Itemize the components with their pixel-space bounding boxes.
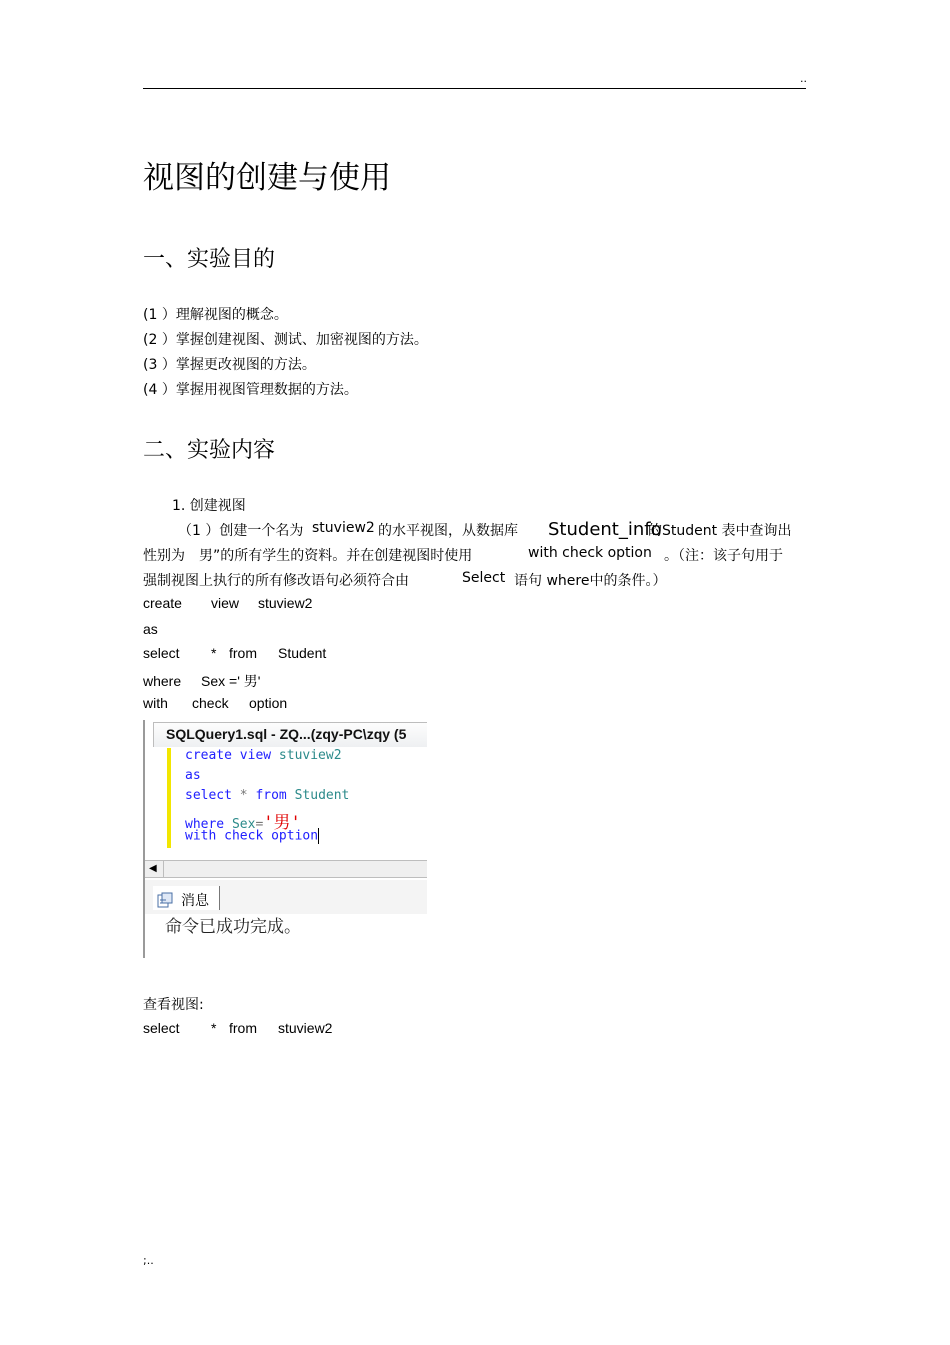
- code-token: from: [229, 645, 257, 661]
- section2-heading: 二、实验内容: [143, 438, 276, 463]
- header-mark: ..: [800, 72, 807, 85]
- view-code-line: [143, 1020, 332, 1036]
- footer-mark: ;..: [143, 1254, 154, 1267]
- subsection-title: 1. 创建视图: [172, 498, 246, 514]
- editor-identifier: Student: [294, 788, 350, 803]
- editor-keyword: with check option: [185, 828, 319, 844]
- messages-tab-label: 消息: [181, 893, 209, 909]
- editor-keyword: from: [255, 788, 295, 803]
- objective-item-3: (3 ）掌握更改视图的方法。: [143, 357, 316, 373]
- code-line-2: [143, 621, 158, 637]
- code-token: view: [211, 595, 240, 611]
- code-token: option: [249, 695, 288, 711]
- para-l1-e: 的Student 表中查询出: [648, 523, 792, 539]
- para-l1-a: （1 ）创建一个名为: [178, 523, 304, 539]
- code-line-3: [143, 645, 326, 661]
- editor-line-5[interactable]: [185, 828, 319, 844]
- text-caret: [318, 828, 319, 844]
- screenshot-border: [143, 720, 145, 958]
- editor-keyword: create view: [185, 748, 279, 763]
- code-token: Student: [278, 645, 327, 661]
- code-token: as: [143, 621, 158, 637]
- code-token: where: [143, 673, 182, 689]
- objective-item-1: (1 ）理解视图的概念。: [143, 307, 288, 323]
- header-rule: [143, 88, 806, 89]
- para-l2-a: 性别为 男”的所有学生的资料。并在创建视图时使用: [143, 548, 473, 564]
- editor-keyword: select: [185, 788, 240, 803]
- objective-item-4: (4 ）掌握用视图管理数据的方法。: [143, 382, 358, 398]
- editor-identifier: Sex: [231, 817, 256, 832]
- changed-lines-marker: [167, 748, 171, 848]
- query-tab[interactable]: [153, 722, 427, 747]
- query-tab-title: SQLQuery1.sql - ZQ...(zqy-PC\zqy (5: [166, 726, 407, 742]
- view-label: 查看视图:: [143, 997, 204, 1013]
- editor-line-3[interactable]: [185, 788, 349, 803]
- editor-operator: =: [255, 817, 264, 832]
- objective-item-2: (2 ）掌握创建视图、测试、加密视图的方法。: [143, 332, 428, 348]
- editor-line-2[interactable]: [185, 768, 201, 783]
- code-token: create: [143, 595, 182, 611]
- editor-string: '男': [263, 813, 301, 833]
- scroll-left-icon[interactable]: ◀: [149, 863, 157, 874]
- para-l3-a: 强制视图上执行的所有修改语句必须符合由: [143, 573, 409, 589]
- sql-editor-screenshot: [143, 720, 427, 958]
- code-token: *: [211, 1020, 217, 1036]
- code-token: stuview2: [258, 595, 313, 611]
- code-line-5: [143, 695, 287, 711]
- code-token: Sex =' 男': [201, 673, 261, 689]
- code-token: *: [211, 645, 217, 661]
- code-token: check: [192, 695, 229, 711]
- code-line-4: [143, 671, 260, 691]
- editor-keyword: as: [185, 768, 201, 783]
- page-title: 视图的创建与使用: [143, 160, 391, 196]
- editor-line-1[interactable]: [185, 748, 342, 763]
- code-token: select: [143, 645, 180, 661]
- para-l1-b: stuview2: [312, 520, 375, 536]
- editor-keyword: where: [185, 817, 232, 832]
- horizontal-scrollbar[interactable]: [145, 860, 427, 878]
- para-l1-d: Student_info: [548, 519, 662, 540]
- messages-icon: [157, 892, 173, 912]
- editor-operator: *: [239, 788, 256, 803]
- code-token: select: [143, 1020, 180, 1036]
- code-token: stuview2: [278, 1020, 333, 1036]
- para-l3-c: 语句 where中的条件。）: [514, 573, 667, 589]
- para-l1-c: 的水平视图，从数据库: [378, 523, 518, 539]
- para-l2-c: 。（注：该子句用于: [664, 548, 783, 564]
- para-l3-b: Select: [462, 570, 506, 586]
- code-token: from: [229, 1020, 257, 1036]
- section1-heading: 一、实验目的: [143, 247, 276, 272]
- scrollbar-divider: [163, 861, 164, 877]
- para-l2-b: with check option: [528, 545, 652, 561]
- code-token: with: [143, 695, 168, 711]
- code-line-1: [143, 595, 312, 611]
- editor-identifier: stuview2: [278, 748, 342, 763]
- result-message: 命令已成功完成。: [165, 917, 301, 937]
